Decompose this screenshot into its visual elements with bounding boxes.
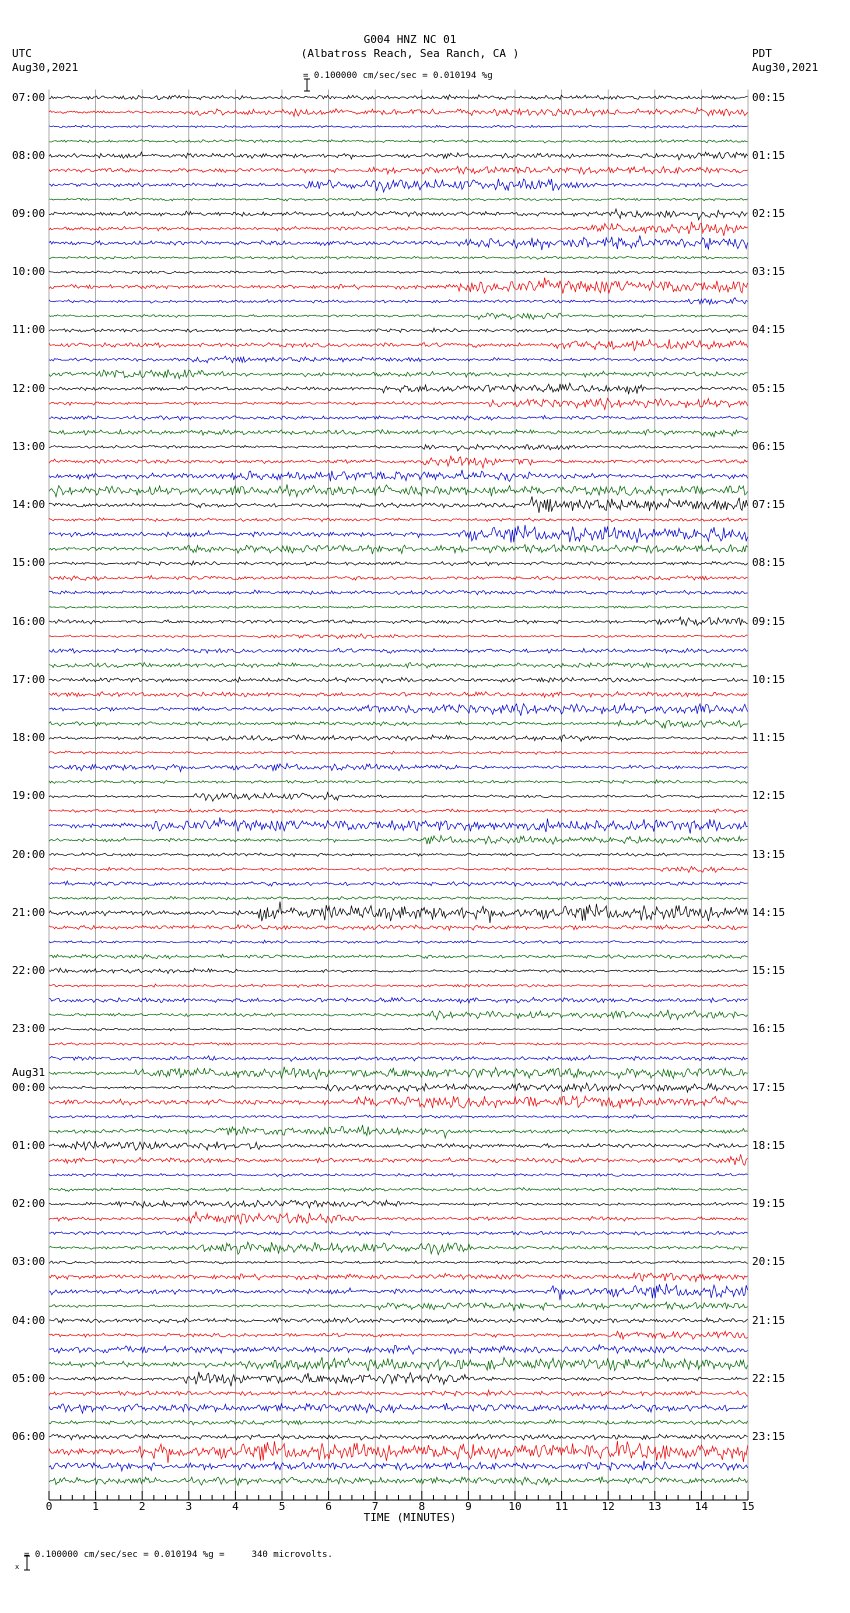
- seismic-trace: [49, 271, 748, 274]
- seismic-trace: [49, 677, 748, 683]
- utc-hour-label: 15:00: [12, 556, 46, 570]
- seismic-trace: [49, 648, 748, 653]
- x-tick-label: 14: [694, 1500, 709, 1513]
- seismic-trace: [49, 444, 748, 450]
- seismic-trace: [49, 704, 748, 716]
- x-tick-label: 2: [138, 1500, 146, 1513]
- pdt-hour-label: 04:15: [752, 323, 786, 337]
- seismic-trace: [49, 518, 748, 522]
- seismic-trace: [49, 1372, 748, 1386]
- seismic-trace: [49, 1331, 748, 1339]
- seismic-trace: [49, 1302, 748, 1310]
- seismic-trace: [49, 356, 748, 363]
- pdt-hour-label: 22:15: [752, 1371, 786, 1385]
- pdt-hour-label: 08:15: [752, 556, 786, 570]
- seismic-trace: [49, 1345, 748, 1354]
- pdt-hour-label: 05:15: [752, 381, 786, 395]
- utc-hour-label: 09:00: [12, 206, 46, 220]
- seismic-trace: [49, 125, 748, 128]
- seismic-trace: [49, 256, 748, 259]
- seismic-trace: [49, 1010, 748, 1020]
- seismic-trace: [49, 108, 748, 116]
- seismic-trace: [49, 1188, 748, 1192]
- seismic-trace: [49, 1461, 748, 1471]
- utc-hour-label: 17:00: [12, 672, 46, 686]
- seismic-trace: [49, 1173, 748, 1176]
- seismic-trace: [49, 1357, 748, 1371]
- x-tick-label: 11: [554, 1500, 569, 1513]
- seismic-trace: [49, 780, 748, 784]
- seismic-trace: [49, 1212, 748, 1224]
- seismic-trace: [49, 328, 748, 333]
- plot-grid: [49, 90, 748, 1493]
- utc-hour-label: 19:00: [12, 789, 46, 803]
- seismic-trace: [49, 525, 748, 543]
- seismic-trace: [49, 835, 748, 844]
- pdt-hour-label: 00:15: [752, 90, 786, 104]
- seismic-trace: [49, 792, 748, 801]
- pdt-hour-label: 16:15: [752, 1022, 786, 1036]
- seismic-trace: [49, 198, 748, 201]
- x-tick-label: 10: [508, 1500, 522, 1513]
- x-tick-label: 8: [418, 1500, 426, 1513]
- seismic-trace: [49, 1231, 748, 1235]
- seismic-trace: [49, 235, 748, 250]
- utc-hour-label: 04:00: [12, 1313, 46, 1327]
- utc-hour-label: 11:00: [12, 323, 46, 337]
- x-tick-label: 4: [232, 1500, 239, 1513]
- seismic-trace: [49, 881, 748, 886]
- seismic-trace: [49, 1273, 748, 1282]
- seismic-trace: [49, 1200, 748, 1208]
- pdt-hour-label: 03:15: [752, 265, 786, 279]
- x-tick-label: 7: [371, 1500, 379, 1513]
- x-tick-label: 13: [648, 1500, 662, 1513]
- right-timezone: PDT: [752, 47, 772, 60]
- seismic-trace: [49, 606, 748, 609]
- seismic-trace: [49, 369, 748, 378]
- seismic-trace: [49, 902, 748, 923]
- seismic-trace: [49, 470, 748, 482]
- x-tick-label: 3: [185, 1500, 193, 1513]
- pdt-hour-label: 19:15: [752, 1197, 786, 1211]
- pdt-hour-label: 01:15: [752, 148, 786, 162]
- seismic-trace: [49, 1261, 748, 1264]
- seismic-trace: [49, 997, 748, 1003]
- left-date: Aug30,2021: [12, 61, 79, 74]
- pdt-hour-label: 10:15: [752, 672, 786, 686]
- footer-scale-text: = 0.100000 cm/sec/sec = 0.010194 %g = 340 microvolts.: [24, 1550, 333, 1560]
- station-title: G004 HNZ NC 01: [363, 33, 457, 46]
- utc-hour-label: 01:00: [12, 1138, 46, 1152]
- seismic-trace: [49, 179, 748, 192]
- seismic-trace: [49, 576, 748, 581]
- pdt-hour-label: 12:15: [752, 789, 786, 803]
- seismic-trace: [49, 416, 748, 421]
- utc-hour-label: 13:00: [12, 439, 46, 453]
- pdt-hour-label: 13:15: [752, 847, 786, 861]
- seismic-trace: [49, 1115, 748, 1119]
- seismic-trace: [49, 1028, 748, 1031]
- pdt-hour-label: 21:15: [752, 1313, 786, 1327]
- seismic-trace: [49, 1284, 748, 1301]
- seismic-trace: [49, 1477, 748, 1486]
- seismic-trace: [49, 735, 748, 742]
- seismic-trace: [49, 1242, 748, 1255]
- seismic-trace: [49, 383, 748, 394]
- seismic-trace: [49, 1390, 748, 1396]
- utc-hour-label: 10:00: [12, 265, 46, 279]
- pdt-hour-label: 18:15: [752, 1138, 786, 1152]
- seismic-trace: [49, 1083, 748, 1092]
- pdt-hour-label: 11:15: [752, 731, 786, 745]
- seismic-trace: [49, 634, 748, 639]
- seismic-trace: [49, 1067, 748, 1080]
- utc-hour-label: 02:00: [12, 1197, 46, 1211]
- seismic-trace: [49, 751, 748, 754]
- seismic-trace: [49, 692, 748, 698]
- x-tick-label: 15: [741, 1500, 755, 1513]
- seismic-trace: [49, 561, 748, 566]
- x-tick-label: 1: [92, 1500, 99, 1513]
- seismic-trace: [49, 866, 748, 872]
- seismic-trace: [49, 1125, 748, 1138]
- pdt-hour-label: 09:15: [752, 614, 786, 628]
- pdt-hour-label: 07:15: [752, 498, 786, 512]
- seismic-trace: [49, 1434, 748, 1440]
- seismic-trace: [49, 545, 748, 554]
- utc-hour-label: 06:00: [12, 1430, 46, 1444]
- seismic-trace: [49, 1055, 748, 1061]
- seismic-trace: [49, 1318, 748, 1324]
- time-axis: [49, 1491, 748, 1500]
- seismic-trace: [49, 339, 748, 350]
- svg-text:x: x: [15, 1563, 20, 1571]
- utc-hour-label: 18:00: [12, 731, 46, 745]
- seismic-trace: [49, 896, 748, 900]
- seismic-trace: [49, 1096, 748, 1108]
- trace-group: [49, 95, 748, 1486]
- seismic-trace: [49, 662, 748, 668]
- seismic-trace: [49, 719, 748, 728]
- x-tick-label: 0: [45, 1500, 53, 1513]
- seismic-trace: [49, 925, 748, 931]
- seismic-trace: [49, 166, 748, 174]
- seismic-trace: [49, 1141, 748, 1150]
- seismic-trace: [49, 152, 748, 160]
- seismic-trace: [49, 968, 748, 973]
- seismic-trace: [49, 398, 748, 409]
- seismic-trace: [49, 298, 748, 305]
- seismic-trace: [49, 809, 748, 813]
- pdt-hour-label: 06:15: [752, 439, 786, 453]
- seismic-trace: [49, 140, 748, 143]
- seismic-trace: [49, 954, 748, 959]
- x-axis-label: TIME (MINUTES): [363, 1511, 457, 1524]
- seismic-trace: [49, 853, 748, 857]
- pdt-hour-label: 14:15: [752, 905, 786, 919]
- pdt-hour-label: 17:15: [752, 1080, 786, 1094]
- seismic-trace: [49, 1441, 748, 1463]
- seismic-trace: [49, 222, 748, 236]
- pdt-hour-label: 23:15: [752, 1430, 786, 1444]
- seismic-trace: [49, 590, 748, 595]
- utc-hour-label: 03:00: [12, 1255, 46, 1269]
- seismic-trace: [49, 1403, 748, 1413]
- seismic-trace: [49, 984, 748, 987]
- seismic-trace: [49, 817, 748, 833]
- x-tick-label: 12: [601, 1500, 615, 1513]
- scale-text: = 0.100000 cm/sec/sec = 0.010194 %g: [303, 71, 493, 81]
- right-date: Aug30,2021: [752, 61, 819, 74]
- utc-hour-label: 07:00: [12, 90, 46, 104]
- seismic-trace: [49, 484, 748, 497]
- seismic-trace: [49, 278, 748, 294]
- seismic-trace: [49, 313, 748, 319]
- seismic-trace: [49, 1042, 748, 1045]
- seismic-trace: [49, 940, 748, 944]
- date-change-label: Aug31: [12, 1065, 46, 1079]
- utc-hour-label: 00:00: [12, 1080, 46, 1094]
- seismic-trace: [49, 1420, 748, 1425]
- x-tick-label: 6: [325, 1500, 332, 1513]
- utc-hour-label: 16:00: [12, 614, 46, 628]
- station-location: (Albatross Reach, Sea Ranch, CA ): [300, 47, 520, 60]
- pdt-hour-label: 20:15: [752, 1255, 786, 1269]
- pdt-hour-label: 15:15: [752, 964, 786, 978]
- seismic-trace: [49, 763, 748, 771]
- left-timezone: UTC: [12, 47, 32, 60]
- utc-hour-label: 05:00: [12, 1371, 46, 1385]
- x-tick-label: 9: [465, 1500, 472, 1513]
- seismic-trace: [49, 617, 748, 626]
- seismic-trace: [49, 209, 748, 220]
- utc-hour-label: 08:00: [12, 148, 46, 162]
- x-tick-label: 5: [278, 1500, 286, 1513]
- seismic-trace: [49, 496, 748, 512]
- utc-hour-label: 21:00: [12, 905, 46, 919]
- seismic-trace: [49, 1154, 748, 1165]
- utc-hour-label: 22:00: [12, 964, 46, 978]
- pdt-hour-label: 02:15: [752, 206, 786, 220]
- utc-hour-label: 14:00: [12, 498, 46, 512]
- utc-hour-label: 12:00: [12, 381, 46, 395]
- seismic-trace: [49, 95, 748, 100]
- utc-hour-label: 23:00: [12, 1022, 46, 1036]
- utc-hour-label: 20:00: [12, 847, 46, 861]
- seismic-trace: [49, 456, 748, 468]
- seismic-trace: [49, 429, 748, 436]
